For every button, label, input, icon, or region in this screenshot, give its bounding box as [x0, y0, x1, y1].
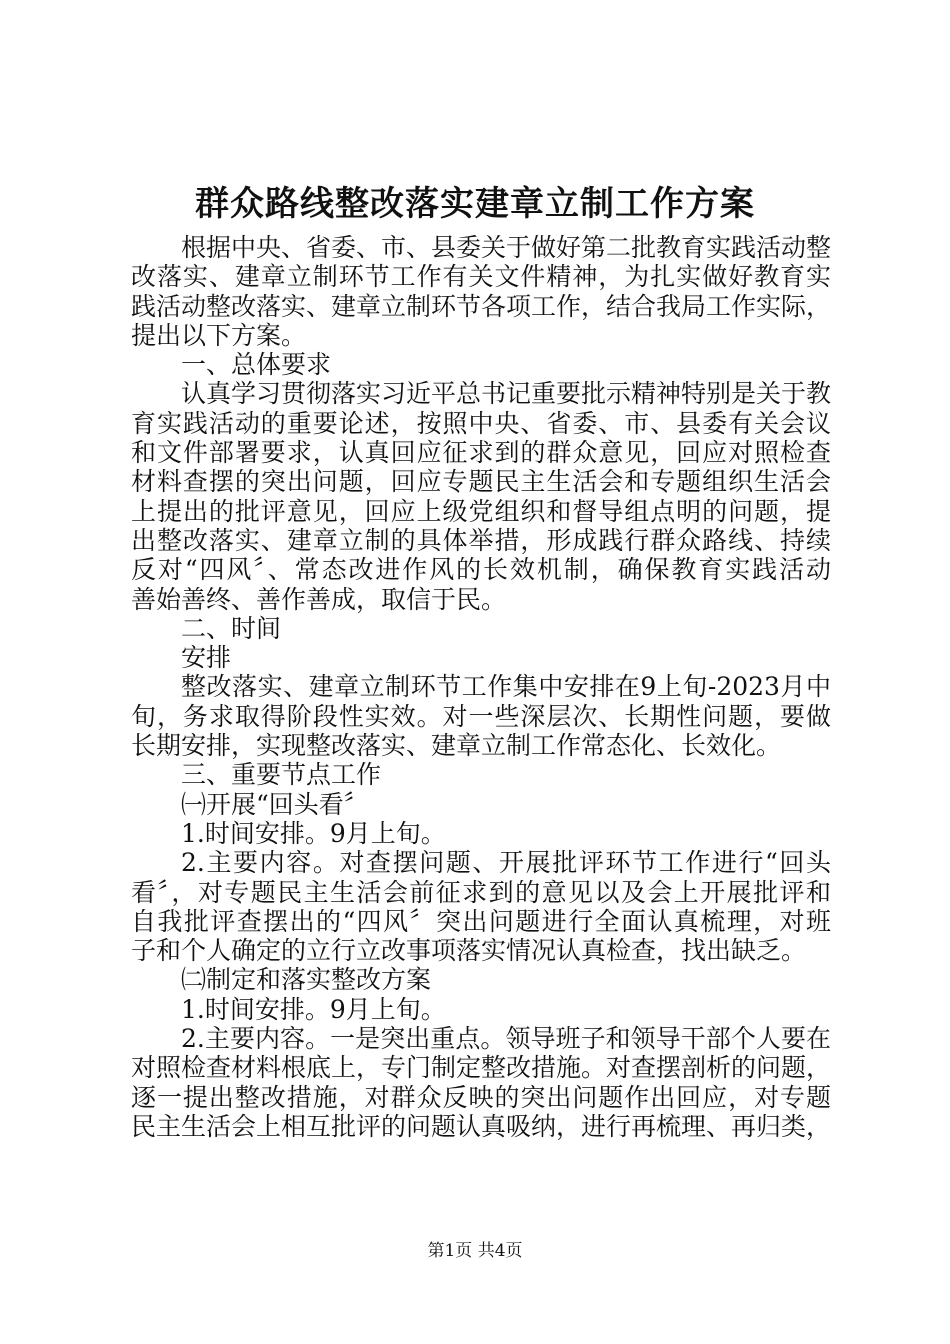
text-line: 根据中央、省委、市、县委关于做好第二批教育实践活动整	[181, 233, 832, 262]
text-line: 2.主要内容。对查摆问题、开展批评环节工作进行“回头	[181, 848, 831, 878]
text-line: 2.主要内容。一是突出重点。领导班子和领导干部个人要在	[181, 1024, 831, 1054]
text-line: 对照检查材料根底上，专门制定整改措施。对查摆剖析的问题，	[131, 1053, 832, 1083]
text-line: 育实践活动的重要论述，按照中央、省委、市、县委有关会议	[131, 408, 831, 438]
text-line: 自我批评查摆出的“四风〞突出问题进行全面认真梳理，对班	[131, 906, 831, 936]
document-title: 群众路线整改落实建章立制工作方案	[195, 184, 755, 224]
text-line: 反对“四风〞、常态改进作风的长效机制，确保教育实践活动	[131, 555, 831, 585]
text-line: 出整改落实、建章立制的具体举措，形成践行群众路线、持续	[131, 525, 831, 555]
text-line: 1.时间安排。9月上旬。	[181, 818, 446, 848]
text-line: 子和个人确定的立行立改事项落实情况认真检查，找出缺乏。	[131, 936, 807, 966]
text-line: 和文件部署要求，认真回应征求到的群众意见，回应对照检查	[131, 438, 831, 468]
text-line: 材料查摆的突出问题，回应专题民主生活会和专题组织生活会	[131, 467, 831, 497]
text-line: 民主生活会上相互批评的问题认真吸纳，进行再梳理、再归类，	[131, 1111, 832, 1141]
text-line: 三、重要节点工作	[181, 760, 382, 790]
text-line: 践活动整改落实、建章立制环节各项工作，结合我局工作实际，	[131, 291, 832, 321]
text-line: 二、时间	[181, 613, 282, 643]
text-line: 善始善终、善作善成，取信于民。	[131, 584, 507, 614]
text-line: 长期安排，实现整改落实、建章立制工作常态化、长效化。	[131, 731, 782, 761]
text-line: 提出以下方案。	[131, 320, 307, 350]
page-footer: 第1页 共4页	[427, 1241, 523, 1261]
text-line: 旬，务求取得阶段性实效。对一些深层次、长期性问题，要做	[131, 701, 831, 731]
text-line: 一、总体要求	[181, 350, 332, 380]
text-line: 上提出的批评意见，回应上级党组织和督导组点明的问题，提	[131, 496, 831, 526]
text-line: 整改落实、建章立制环节工作集中安排在9上旬-2023月中	[181, 672, 831, 702]
text-line: ㈠开展“回头看〞	[181, 789, 369, 819]
text-line: 改落实、建章立制环节工作有关文件精神，为扎实做好教育实	[131, 262, 831, 292]
text-line: 1.时间安排。9月上旬。	[181, 994, 446, 1024]
document-body	[131, 233, 831, 1141]
text-line: ㈡制定和落实整改方案	[181, 965, 432, 995]
text-line: 看〞，对专题民主生活会前征求到的意见以及会上开展批评和	[131, 877, 831, 907]
text-line: 认真学习贯彻落实习近平总书记重要批示精神特别是关于教	[181, 379, 832, 409]
text-line: 逐一提出整改措施，对群众反映的突出问题作出回应，对专题	[131, 1082, 831, 1112]
text-line: 安排	[181, 643, 232, 673]
